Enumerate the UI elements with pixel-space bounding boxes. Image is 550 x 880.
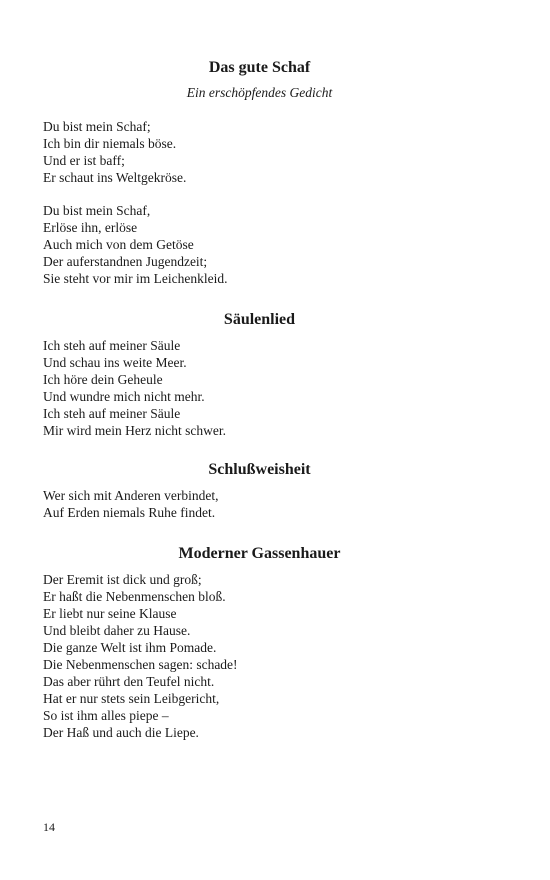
- verse-line: Der Haß und auch die Liepe.: [43, 725, 199, 740]
- verse-line: Und schau ins weite Meer.: [43, 355, 187, 370]
- verse-line: Der auferstandnen Jugendzeit;: [43, 254, 208, 269]
- poem-title-saeulenlied: Säulenlied: [223, 311, 296, 328]
- verse-line: Er liebt nur seine Klause: [43, 606, 177, 621]
- page-number: 14: [43, 820, 55, 834]
- verse-line: Wer sich mit Anderen verbindet,: [43, 488, 219, 503]
- stanza: [43, 118, 186, 186]
- verse-line: Der Eremit ist dick und groß;: [43, 572, 202, 587]
- verse-line: Ich bin dir niemals böse.: [43, 136, 177, 151]
- verse-line: Die Nebenmenschen sagen: schade!: [43, 657, 238, 672]
- verse-line: Auch mich von dem Getöse: [43, 237, 194, 252]
- verse-line: Und er ist baff;: [43, 153, 125, 168]
- verse-line: Ich höre dein Geheule: [43, 372, 163, 387]
- verse-line: Er schaut ins Weltgekröse.: [43, 170, 187, 185]
- verse-line: Die ganze Welt ist ihm Pomade.: [43, 640, 217, 655]
- verse-line: Das aber rührt den Teufel nicht.: [43, 674, 215, 689]
- verse-line: Hat er nur stets sein Leibgericht,: [43, 691, 220, 706]
- poem-subtitle: Ein erschöpfendes Gedicht: [186, 85, 333, 100]
- verse-line: Du bist mein Schaf;: [43, 119, 151, 134]
- book-page: [43, 0, 483, 880]
- verse-line: Ich steh auf meiner Säule: [43, 338, 181, 353]
- stanza: [43, 202, 227, 287]
- stanza: [43, 487, 219, 521]
- poem-title-das-gute-schaf: Das gute Schaf: [208, 59, 311, 76]
- verse-line: Ich steh auf meiner Säule: [43, 406, 181, 421]
- stanza: [43, 337, 226, 439]
- verse-line: So ist ihm alles piepe –: [43, 708, 169, 723]
- poem-title-schlussweisheit: Schlußweisheit: [208, 461, 311, 478]
- verse-line: Und bleibt daher zu Hause.: [43, 623, 191, 638]
- verse-line: Mir wird mein Herz nicht schwer.: [43, 423, 226, 438]
- verse-line: Und wundre mich nicht mehr.: [43, 389, 205, 404]
- stanza: [43, 571, 238, 741]
- verse-line: Erlöse ihn, erlöse: [43, 220, 138, 235]
- verse-line: Sie steht vor mir im Leichenkleid.: [43, 271, 228, 286]
- verse-line: Auf Erden niemals Ruhe findet.: [43, 505, 216, 520]
- verse-line: Er haßt die Nebenmenschen bloß.: [43, 589, 226, 604]
- poem-title-moderner-gassenhauer: Moderner Gassenhauer: [178, 545, 341, 562]
- verse-line: Du bist mein Schaf,: [43, 203, 151, 218]
